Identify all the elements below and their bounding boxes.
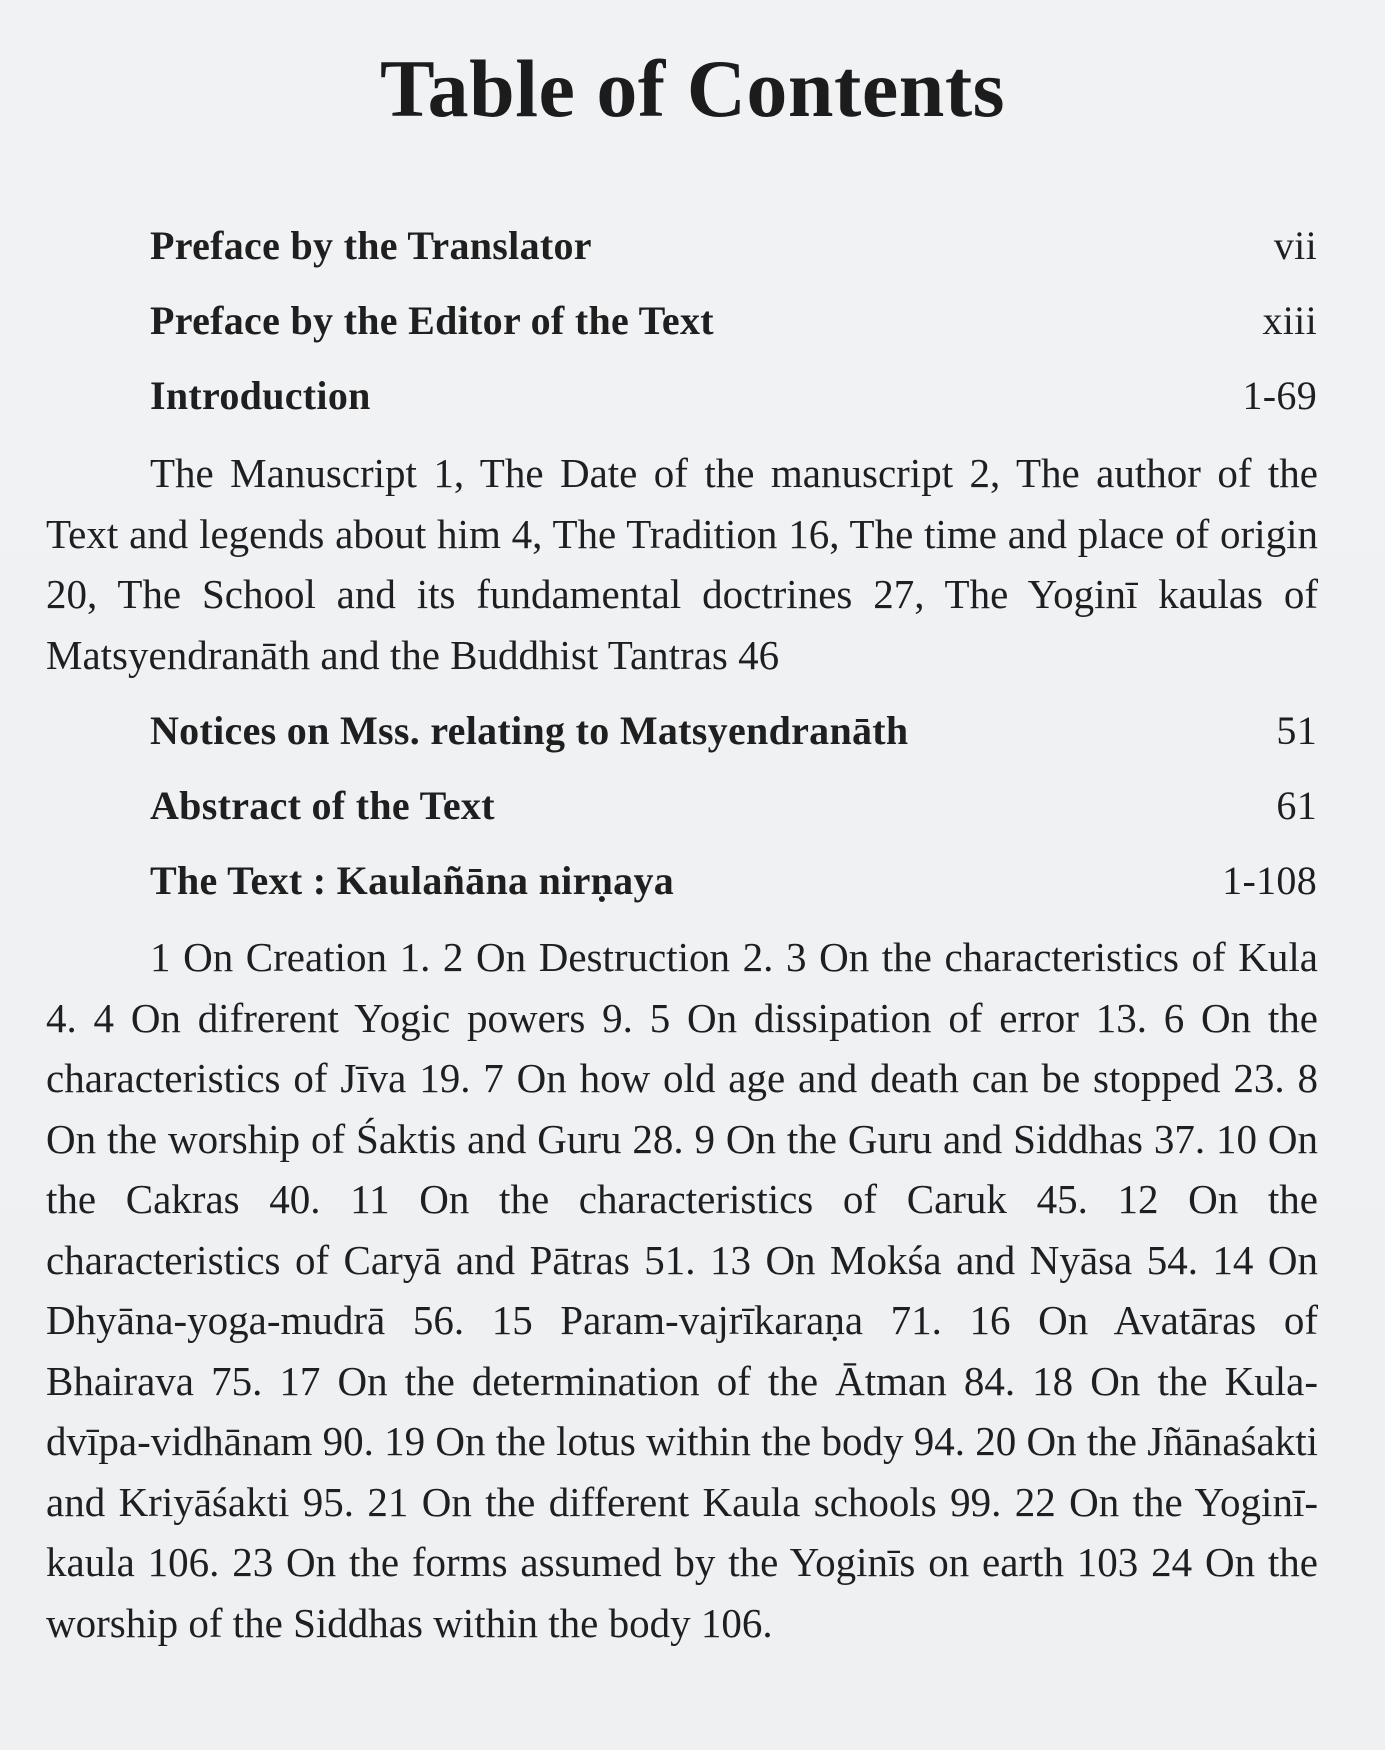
toc-entry-preface-translator — [150, 222, 1317, 272]
toc-entry-label: Notices on Mss. relating to Matsyendranāth — [150, 708, 909, 753]
toc-entry-label: Introduction — [150, 373, 371, 418]
introduction-summary: The Manuscript 1, The Date of the manuscript 2, The author of the Text and legends about him 4, The Tradition 16, The time and place of origin 20, The School and its fundamental doctrines 27, The Yoginī kaulas of Matsyendranāth and the Buddhist Tantras 46 — [46, 450, 1318, 678]
toc-entry-preface-editor — [150, 297, 1317, 347]
toc-entry-abstract — [150, 782, 1317, 832]
toc-entry-pages: 61 — [1276, 783, 1317, 828]
toc-entry-label: Abstract of the Text — [150, 783, 495, 828]
toc-entry-pages: vii — [1273, 223, 1317, 268]
text-chapters-summary: 1 On Creation 1. 2 On Destruction 2. 3 On the characteristics of Kula 4. 4 On difrerent Yogic powers 9. 5 On dissipation of error 13. 6 On the characteristics of Jīva 19. 7 On how old age and death can be stopped 23. 8 On the worship of Śaktis and Guru 28. 9 On the Guru and Siddhas 37. 10 On the Cakras 40. 11 On the characteristics of Caruk 45. 12 On the characteristics of Caryā and Pātras 51. 13 On Mokśa and Nyāsa 54. 14 On Dhyāna-yoga-mudrā 56. 15 Param-vajrīkaraṇa 71. 16 On Avatāras of Bhairava 75. 17 On the determination of the Ātman 84. 18 On the Kula-dvīpa-vidhānam 90. 19 On the lotus within the body 94. 20 On the Jñānaśakti and Kriyāśakti 95. 21 On the different Kaula schools 99. 22 On the Yoginī-kaula 106. 23 On the forms assumed by the Yoginīs on earth 103 24 On the worship of the Siddhas within the body 106. — [46, 934, 1318, 1646]
toc-entry-label: The Text : Kaulañāna nirṇaya — [150, 858, 675, 903]
toc-entry-pages: 1-108 — [1222, 858, 1317, 903]
page-title: Table of Contents — [379, 43, 1006, 134]
toc-entry-pages: 1-69 — [1242, 373, 1317, 418]
toc-entry-label: Preface by the Translator — [150, 223, 592, 268]
toc-entry-label: Preface by the Editor of the Text — [150, 298, 714, 343]
toc-entry-pages: xiii — [1262, 298, 1317, 343]
toc-entry-introduction — [150, 372, 1317, 422]
toc-entry-pages: 51 — [1276, 708, 1317, 753]
toc-entry-notices — [150, 707, 1317, 757]
toc-entry-the-text — [150, 857, 1317, 907]
